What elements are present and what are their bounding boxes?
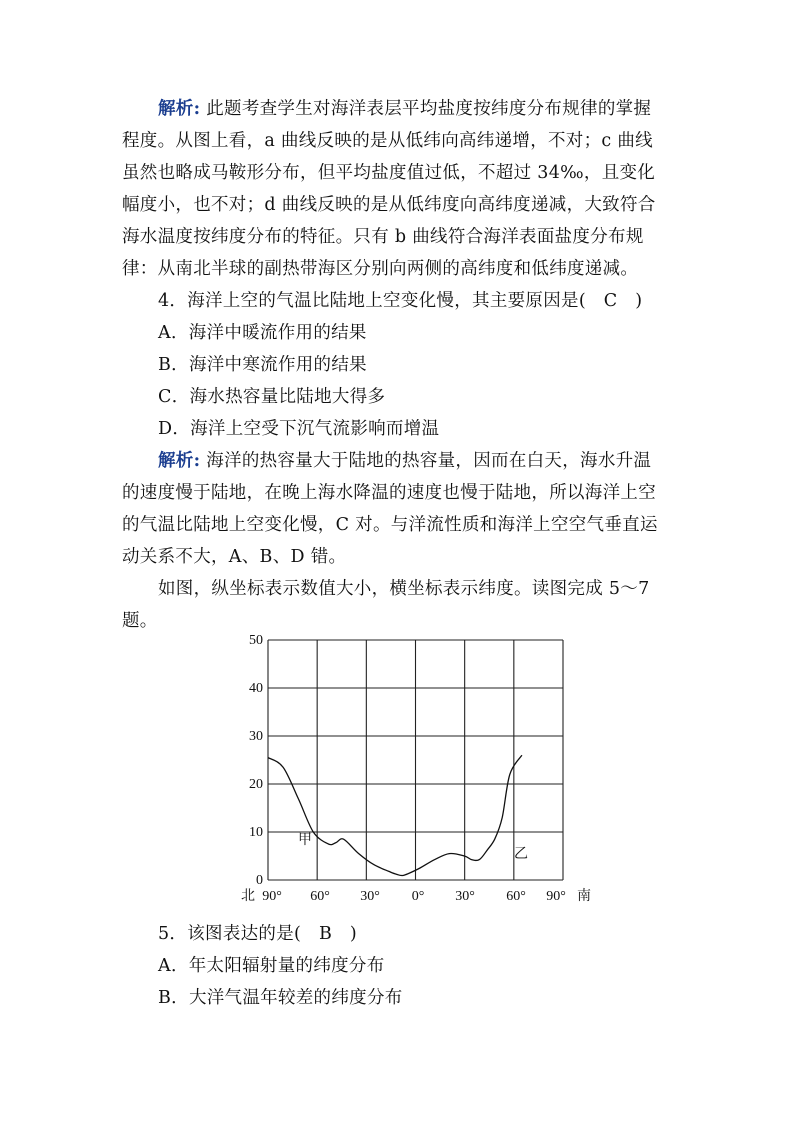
analysis1-line-4: 幅度小，也不对；d 曲线反映的是从低纬度向高纬度递减，大致符合: [122, 195, 656, 215]
analysis1-line-5: 海水温度按纬度分布的特征。只有 b 曲线符合海洋表面盐度分布规: [122, 227, 644, 247]
y-tick-label: 30: [249, 729, 263, 744]
analysis2-text: 海洋的热容量大于陆地的热容量，因而在白天，海水升温: [200, 451, 652, 471]
q4-option-b: B．海洋中寒流作用的结果: [158, 355, 367, 375]
x-tick-label: 30°: [455, 889, 475, 904]
q5-option-a: A．年太阳辐射量的纬度分布: [158, 956, 385, 976]
y-tick-label: 40: [249, 681, 263, 696]
annotation-jia: 甲: [298, 833, 312, 848]
analysis2-label: 解析:: [158, 451, 201, 471]
y-tick-label: 20: [249, 777, 263, 792]
analysis1-line-3: 虽然也略成马鞍形分布，但平均盐度值过低，不超过 34‰，且变化: [122, 163, 656, 183]
q5-stem: 5．该图表达的是( B ): [158, 924, 358, 944]
x-tick-label: 北: [241, 889, 255, 904]
analysis2-line-4: 动关系不大，A、B、D 错。: [122, 547, 347, 567]
x-tick-label: 90°: [546, 889, 566, 904]
latitude-line-chart: [0, 630, 794, 910]
x-tick-label: 90°: [262, 889, 282, 904]
analysis1-line-2: 程度。从图上看，a 曲线反映的是从低纬向高纬递增，不对；c 曲线: [122, 131, 653, 151]
x-tick-label: 60°: [310, 889, 330, 904]
annotation-yi: 乙: [514, 847, 528, 862]
x-tick-label: 0°: [411, 889, 425, 904]
intro-line-2: 题。: [122, 611, 158, 631]
curve-line: [268, 755, 522, 875]
q5-option-b: B．大洋气温年较差的纬度分布: [158, 988, 403, 1008]
intro-line-1: 如图，纵坐标表示数值大小，横坐标表示纬度。读图完成 5～7: [158, 579, 650, 599]
analysis1-line-6: 律：从南北半球的副热带海区分别向两侧的高纬度和低纬度递减。: [122, 259, 639, 279]
y-tick-label: 10: [249, 825, 263, 840]
analysis2-line-2: 的速度慢于陆地，在晚上海水降温的速度也慢于陆地，所以海洋上空: [122, 483, 656, 503]
y-tick-label: 0: [256, 873, 263, 888]
q4-option-a: A．海洋中暖流作用的结果: [158, 323, 367, 343]
analysis1-text: 此题考查学生对海洋表层平均盐度按纬度分布规律的掌握: [200, 99, 652, 119]
x-tick-label: 30°: [360, 889, 380, 904]
q4-option-c: C．海水热容量比陆地大得多: [158, 387, 386, 407]
analysis2-line-1: [158, 449, 718, 473]
analysis1-label: 解析:: [158, 99, 201, 119]
analysis2-line-3: 的气温比陆地上空变化慢，C 对。与洋流性质和海洋上空空气垂直运: [122, 515, 658, 535]
y-tick-label: 50: [249, 633, 263, 648]
q4-option-d: D．海洋上空受下沉气流影响而增温: [158, 419, 440, 439]
q4-stem: 4．海洋上空的气温比陆地上空变化慢，其主要原因是( C ): [158, 291, 643, 311]
analysis1-line-1: [158, 97, 718, 121]
x-tick-label: 60°: [506, 889, 526, 904]
x-tick-label: 南: [577, 889, 591, 904]
